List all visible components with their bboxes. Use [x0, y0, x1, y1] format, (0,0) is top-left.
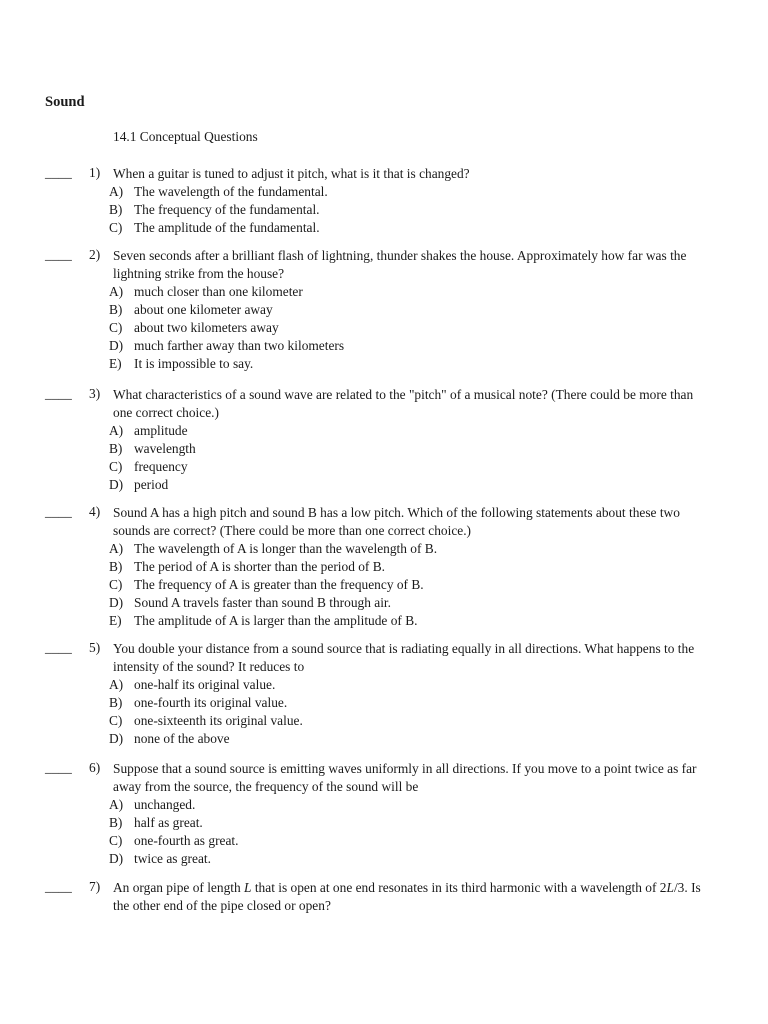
- choice-text: unchanged.: [134, 797, 196, 812]
- stem-text: An organ pipe of length: [113, 880, 245, 895]
- choice-text: one-half its original value.: [134, 677, 276, 692]
- question-number: 6): [89, 760, 101, 775]
- choice-text: The wavelength of the fundamental.: [134, 184, 328, 199]
- choice-letter: A): [109, 423, 124, 438]
- italic-variable: L: [666, 880, 674, 895]
- choice-text: one-sixteenth its original value.: [134, 713, 303, 728]
- question-stem: [113, 879, 713, 915]
- answer-blank[interactable]: ____: [45, 760, 72, 775]
- question-stem: Sound A has a high pitch and sound B has a low pitch. Which of the following statements about these two sounds are correct? (There could be more than one correct choice.): [113, 505, 680, 538]
- choice-letter: C): [109, 833, 123, 848]
- choice-letter: A): [109, 541, 124, 556]
- choice-text: frequency: [134, 459, 188, 474]
- stem-text: /3. Is the other end of the pipe closed or open?: [113, 880, 701, 913]
- answer-blank[interactable]: ____: [45, 504, 72, 519]
- choice-letter: D): [109, 595, 124, 610]
- choice-letter: D): [109, 731, 124, 746]
- choice-letter: D): [109, 851, 124, 866]
- question-stem: You double your distance from a sound source that is radiating equally in all directions. What happens to the intensity of the sound? It reduces to: [113, 641, 695, 674]
- choice-text: much closer than one kilometer: [134, 284, 303, 299]
- choice-letter: E): [109, 613, 122, 628]
- choice-text: The frequency of A is greater than the frequency of B.: [134, 577, 424, 592]
- choice-letter: C): [109, 220, 123, 235]
- choice-letter: A): [109, 284, 124, 299]
- choice-letter: B): [109, 202, 123, 217]
- choice-text: The amplitude of A is larger than the amplitude of B.: [134, 613, 418, 628]
- answer-blank[interactable]: ____: [45, 879, 72, 894]
- choice-text: period: [134, 477, 169, 492]
- choice-letter: B): [109, 815, 123, 830]
- choice-text: The wavelength of A is longer than the wavelength of B.: [134, 541, 438, 556]
- answer-blank[interactable]: ____: [45, 165, 72, 180]
- choice-text: much farther away than two kilometers: [134, 338, 345, 353]
- choice-text: The amplitude of the fundamental.: [134, 220, 320, 235]
- question-number: 3): [89, 386, 101, 401]
- question-stem: Suppose that a sound source is emitting waves uniformly in all directions. If you move to a point twice as far away from the source, the frequency of the sound will be: [113, 761, 697, 794]
- choice-letter: C): [109, 713, 123, 728]
- question-stem: When a guitar is tuned to adjust it pitch, what is it that is changed?: [113, 166, 470, 181]
- question-number: 7): [89, 879, 101, 894]
- section-heading: 14.1 Conceptual Questions: [113, 129, 258, 144]
- choice-text: half as great.: [134, 815, 203, 830]
- choice-letter: A): [109, 184, 124, 199]
- choice-letter: C): [109, 320, 123, 335]
- question-stem: What characteristics of a sound wave are related to the "pitch" of a musical note? (There could be more than one correct choice.): [113, 387, 694, 420]
- stem-text: that is open at one end resonates in its third harmonic with a wavelength of 2: [251, 880, 667, 895]
- choice-text: amplitude: [134, 423, 188, 438]
- choice-text: none of the above: [134, 731, 230, 746]
- choice-text: wavelength: [134, 441, 196, 456]
- choice-letter: B): [109, 695, 123, 710]
- choice-letter: B): [109, 559, 123, 574]
- question-number: 5): [89, 640, 101, 655]
- choice-text: one-fourth as great.: [134, 833, 239, 848]
- question-stem: Seven seconds after a brilliant flash of lightning, thunder shakes the house. Approximately how far was the lightning strike from the house?: [113, 248, 687, 281]
- choice-letter: C): [109, 459, 123, 474]
- choice-text: about one kilometer away: [134, 302, 273, 317]
- choice-letter: E): [109, 356, 122, 371]
- choice-text: The period of A is shorter than the period of B.: [134, 559, 386, 574]
- answer-blank[interactable]: ____: [45, 247, 72, 262]
- choice-text: Sound A travels faster than sound B through air.: [134, 595, 391, 610]
- question-number: 4): [89, 504, 101, 519]
- italic-variable: L: [244, 880, 252, 895]
- question-number: 2): [89, 247, 101, 262]
- answer-blank[interactable]: ____: [45, 386, 72, 401]
- choice-letter: A): [109, 797, 124, 812]
- doc-title: Sound: [45, 94, 85, 110]
- answer-blank[interactable]: ____: [45, 640, 72, 655]
- choice-text: one-fourth its original value.: [134, 695, 288, 710]
- choice-text: about two kilometers away: [134, 320, 279, 335]
- choice-letter: D): [109, 477, 124, 492]
- choice-text: twice as great.: [134, 851, 211, 866]
- choice-letter: A): [109, 677, 124, 692]
- question-number: 1): [89, 165, 101, 180]
- choice-letter: B): [109, 441, 123, 456]
- choice-letter: C): [109, 577, 123, 592]
- choice-text: It is impossible to say.: [134, 356, 254, 371]
- choice-letter: D): [109, 338, 124, 353]
- choice-letter: B): [109, 302, 123, 317]
- choice-text: The frequency of the fundamental.: [134, 202, 320, 217]
